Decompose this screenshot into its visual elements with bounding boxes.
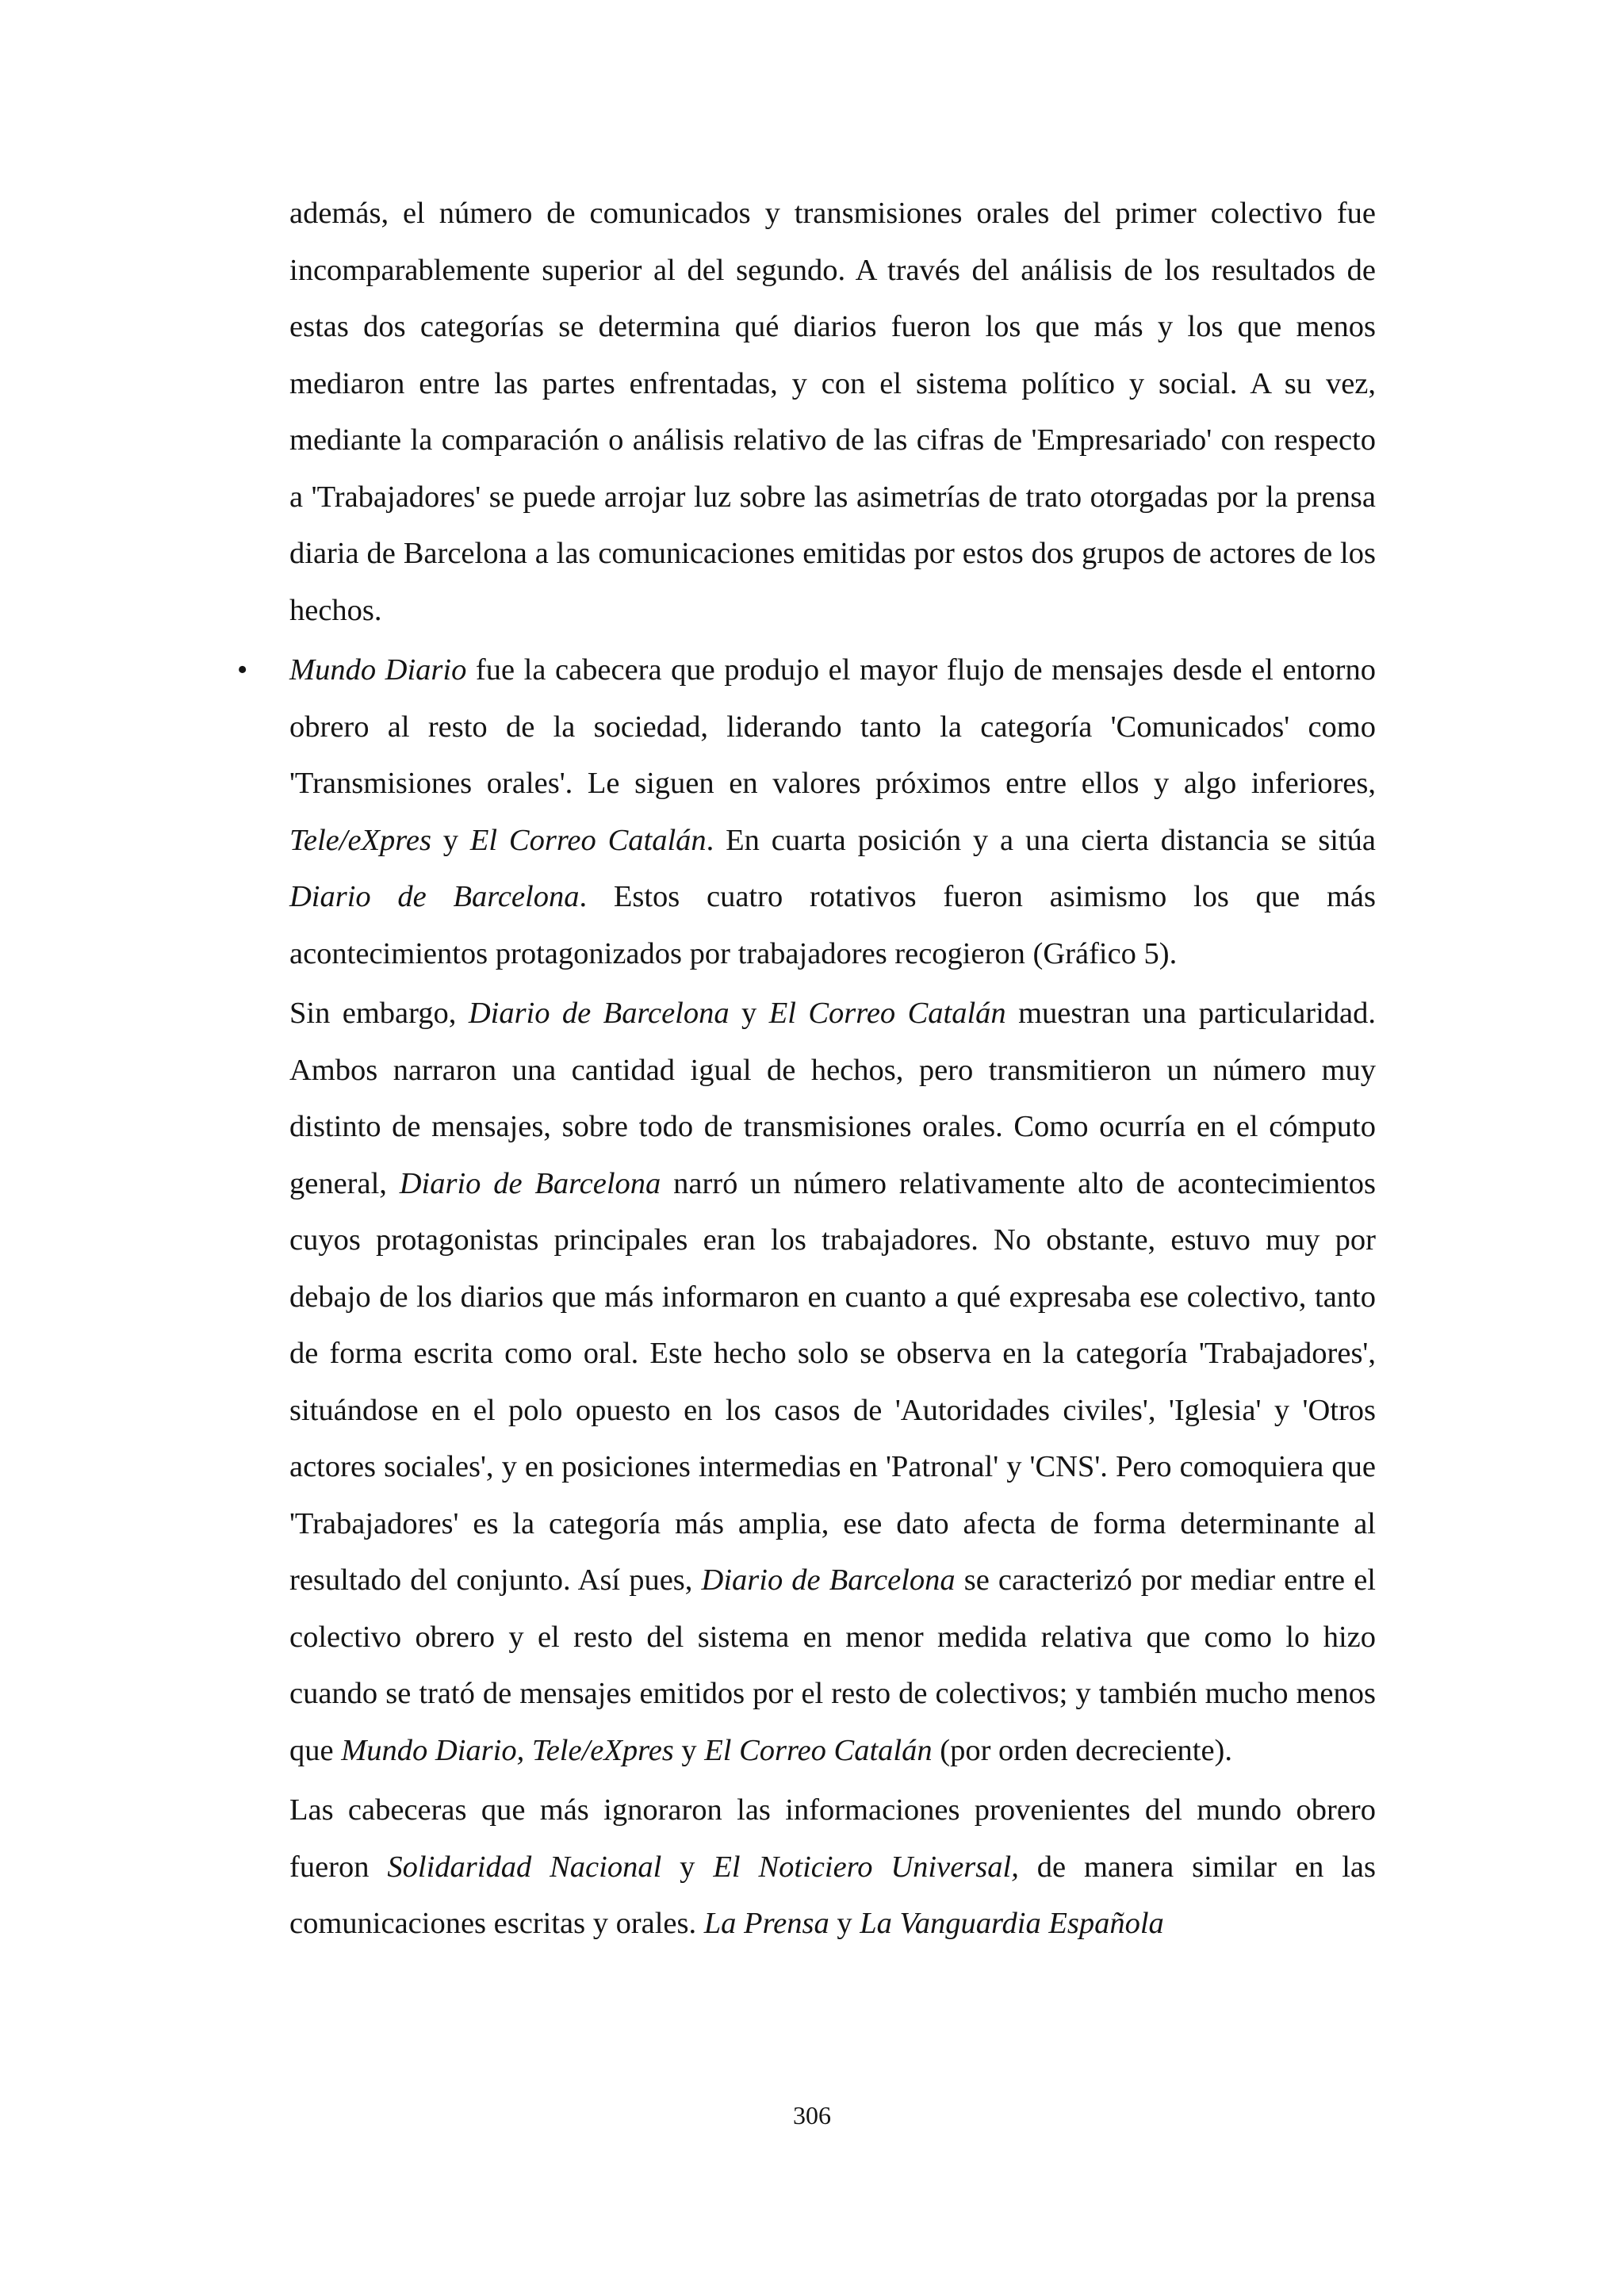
italic-text: Tele/eXpres bbox=[289, 823, 431, 857]
text-run: y bbox=[829, 1907, 860, 1940]
text-run: y bbox=[431, 823, 470, 857]
text-run: muestran una particularidad. Ambos narraron una cantidad igual de hechos, pero transmitieron un número muy distinto de mensajes, sobre todo de transmisiones orales. Como ocurría en el cómputo general, bbox=[289, 997, 1377, 1200]
italic-text: Diario de Barcelona bbox=[399, 1166, 661, 1200]
italic-text: Diario de Barcelona bbox=[701, 1563, 956, 1597]
text-run: narró un número relativamente alto de acontecimientos cuyos protagonistas principales eran los trabajadores. No obstante, estuvo muy por debajo de los diarios que más informaron en cuanto a qué expresaba ese colectivo, tanto de forma escrita como oral. Este hecho solo se observa en la categoría 'Trabajadores', situándose en el polo opuesto en los casos de 'Autoridades civiles', 'Iglesia' y 'Otros actores sociales', y en posiciones intermedias en 'Patronal' y 'CNS'. Pero comoquiera que 'Trabajadores' es la categoría más amplia, ese dato afecta de forma determinante al resultado del conjunto. Así pues, bbox=[289, 1166, 1376, 1597]
bullet-icon: • bbox=[237, 653, 248, 687]
italic-text: El Correo Catalán bbox=[768, 997, 1006, 1030]
paragraph-p3 bbox=[289, 985, 1376, 1779]
text-run: fue la cabecera que produjo el mayor flujo de mensajes desde el entorno obrero al resto de la sociedad, liderando tanto la categoría 'Comunicados' como 'Transmisiones orales'. Le siguen en valores próximos entre ellos y algo inferiores, bbox=[289, 653, 1377, 800]
italic-text: Diario de Barcelona bbox=[468, 997, 730, 1030]
italic-text: Diario de Barcelona bbox=[289, 880, 580, 913]
italic-text: Mundo Diario, Tele/eXpres bbox=[341, 1733, 674, 1767]
italic-text: El Correo Catalán bbox=[704, 1733, 933, 1767]
italic-text: El Correo Catalán bbox=[469, 823, 707, 857]
italic-text: Solidaridad Nacional bbox=[387, 1850, 662, 1884]
text-run: y bbox=[673, 1733, 705, 1767]
text-run: . En cuarta posición y a una cierta distancia se sitúa bbox=[706, 823, 1376, 857]
text-run: además, el número de comunicados y transmisiones orales del primer colectivo fue incomparablemente superior al del segundo. A través del análisis de los resultados de estas dos categorías se determina qué diarios fueron los que más y los que menos mediaron entre las partes enfrentadas, y con el sistema político y social. A su vez, mediante la comparación o análisis relativo de las cifras de 'Empresariado' con respecto a 'Trabajadores' se puede arrojar luz sobre las asimetrías de trato otorgadas por la prensa diaria de Barcelona a las comunicaciones emitidas por estos dos grupos de actores de los hechos. bbox=[289, 197, 1376, 627]
text-run: . Estos cuatro rotativos fueron asimismo los que más acontecimientos protagonizados por trabajadores recogieron (Gráfico 5). bbox=[289, 880, 1376, 970]
page-number: 306 bbox=[793, 2101, 831, 2130]
text-run: y bbox=[729, 997, 769, 1030]
paragraph-p4 bbox=[289, 1782, 1376, 1953]
text-run: y bbox=[661, 1850, 714, 1884]
paragraph-p2 bbox=[237, 642, 1377, 982]
italic-text: El Noticiero Universal, bbox=[713, 1850, 1019, 1884]
text-run: Las cabeceras que más ignoraron las informaciones provenientes del mundo obrero fueron bbox=[289, 1793, 1376, 1884]
paragraph-p1 bbox=[289, 186, 1376, 639]
text-run: se caracterizó por mediar entre el colectivo obrero y el resto del sistema en menor medida relativa que como lo hizo cuando se trató de mensajes emitidos por el resto de colectivos; y también mucho menos que bbox=[289, 1563, 1376, 1767]
text-run: (por orden decreciente). bbox=[932, 1733, 1232, 1767]
body-text bbox=[237, 186, 1377, 1956]
italic-text: Mundo Diario bbox=[289, 653, 467, 687]
italic-text: La Prensa bbox=[703, 1907, 829, 1940]
text-run: Sin embargo, bbox=[289, 997, 469, 1030]
italic-text: La Vanguardia Española bbox=[860, 1907, 1164, 1940]
text-run: de manera similar en las comunicaciones escritas y orales. bbox=[289, 1850, 1376, 1940]
